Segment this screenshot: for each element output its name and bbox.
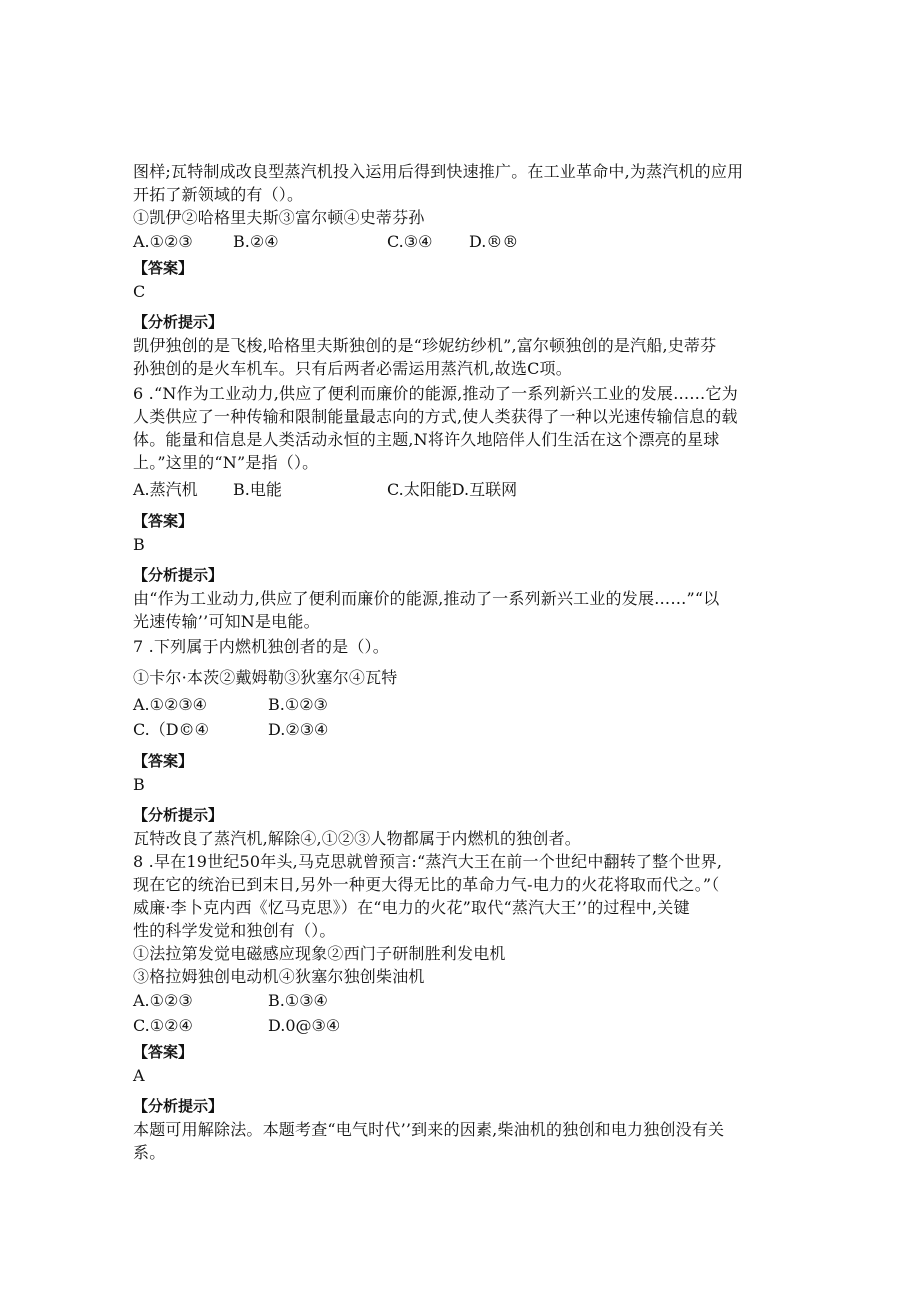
question-items: ①卡尔·本茨②戴姆勒③狄塞尔④瓦特 xyxy=(133,668,398,687)
option-a: A.①②③④ xyxy=(133,695,208,714)
option-c: C.①②④ xyxy=(133,1016,193,1035)
question-stem-line: 6 .“N作为工业动力,供应了便利而廉价的能源,推动了一系列新兴工业的发展……它为 xyxy=(133,384,738,403)
analysis-label: 【分析提示】 xyxy=(133,566,224,584)
question-stem-line: 现在它的统治已到末日,另外一种更大得无比的革命力气-电力的火花将取而代之。”（ xyxy=(133,875,720,894)
option-b: B.电能 xyxy=(233,480,282,499)
option-d: D.0@③④ xyxy=(268,1016,341,1035)
question-stem-line: 体。能量和信息是人类活动永恒的主题,N将许久地陪伴人们生活在这个漂亮的星球 xyxy=(133,430,720,449)
question-8 xyxy=(133,850,793,1164)
analysis-text: 瓦特改良了蒸汽机,解除④,①②③人物都属于内燃机的独创者。 xyxy=(133,829,581,848)
question-stem-line: 人类供应了一种传输和限制能量最志向的方式,使人类获得了一种以光速传输信息的载 xyxy=(133,407,738,426)
question-stem-line: 8 .早在19世纪50年头,马克思就曾预言:“蒸汽大王在前一个世纪中翻转了整个世界, xyxy=(133,852,723,871)
answer-label: 【答案】 xyxy=(133,512,194,530)
answer-options xyxy=(133,229,793,254)
option-b: B.②④ xyxy=(233,232,279,251)
answer-value: B xyxy=(133,535,145,554)
question-stem-line: 图样;瓦特制成改良型蒸汽机投入运用后得到快速推广。在工业革命中,为蒸汽机的应用 xyxy=(133,162,744,181)
answer-label: 【答案】 xyxy=(133,752,194,770)
answer-options xyxy=(133,717,793,742)
answer-options xyxy=(133,477,793,502)
answer-value: A xyxy=(133,1066,145,1085)
option-b: B.①③④ xyxy=(268,991,328,1010)
option-d: D.②③④ xyxy=(268,720,329,739)
answer-label: 【答案】 xyxy=(133,259,194,277)
analysis-text: 孙独创的是火车机车。只有后两者必需运用蒸汽机,故选C项。 xyxy=(133,359,572,378)
question-stem-line: 性的科学发觉和独创有（）。 xyxy=(133,921,336,940)
answer-label: 【答案】 xyxy=(133,1043,194,1061)
option-c: C.（D©④ xyxy=(133,720,209,739)
question-stem-line: 开拓了新领域的有（）。 xyxy=(133,185,304,204)
analysis-text: 系。 xyxy=(133,1143,166,1162)
option-cd: C.太阳能D.互联网 xyxy=(387,480,518,499)
question-6 xyxy=(133,382,793,633)
option-a: A.蒸汽机 xyxy=(133,480,198,499)
document-page xyxy=(133,160,793,1164)
analysis-label: 【分析提示】 xyxy=(133,806,224,824)
answer-options xyxy=(133,692,793,717)
analysis-label: 【分析提示】 xyxy=(133,1097,224,1115)
question-stem-line: 7 .下列属于内燃机独创者的是（）。 xyxy=(133,637,389,656)
question-stem-line: 威廉·李卜克内西《忆马克思》）在“电力的火花”取代“蒸汽大王’’的过程中,关键 xyxy=(133,898,690,917)
answer-value: B xyxy=(133,775,145,794)
analysis-text: 本题可用解除法。本题考查“电气时代’’到来的因素,柴油机的独创和电力独创没有关 xyxy=(133,1120,725,1139)
answer-options xyxy=(133,988,793,1013)
question-5 xyxy=(133,160,793,380)
option-a: A.①②③ xyxy=(133,991,193,1010)
question-items: ①凯伊②哈格里夫斯③富尔顿④史蒂芬孙 xyxy=(133,208,425,227)
analysis-label: 【分析提示】 xyxy=(133,313,224,331)
analysis-text: 光速传输’’可知N是电能。 xyxy=(133,612,320,631)
question-items: ③格拉姆独创电动机④狄塞尔独创柴油机 xyxy=(133,967,425,986)
option-b: B.①②③ xyxy=(268,695,328,714)
question-stem-line: 上。”这里的“N”是指（）。 xyxy=(133,453,319,472)
question-7 xyxy=(133,635,793,850)
option-c: C.③④ xyxy=(387,232,433,251)
option-a: A.①②③ xyxy=(133,232,193,251)
option-d: D.®® xyxy=(469,232,519,251)
answer-value: C xyxy=(133,282,146,301)
question-items: ①法拉第发觉电磁感应现象②西门子研制胜利发电机 xyxy=(133,944,506,963)
answer-options xyxy=(133,1013,793,1038)
analysis-text: 凯伊独创的是飞梭,哈格里夫斯独创的是“珍妮纺纱机”,富尔顿独创的是汽船,史蒂芬 xyxy=(133,336,717,355)
analysis-text: 由“作为工业动力,供应了便利而廉价的能源,推动了一系列新兴工业的发展……”“以 xyxy=(133,589,720,608)
